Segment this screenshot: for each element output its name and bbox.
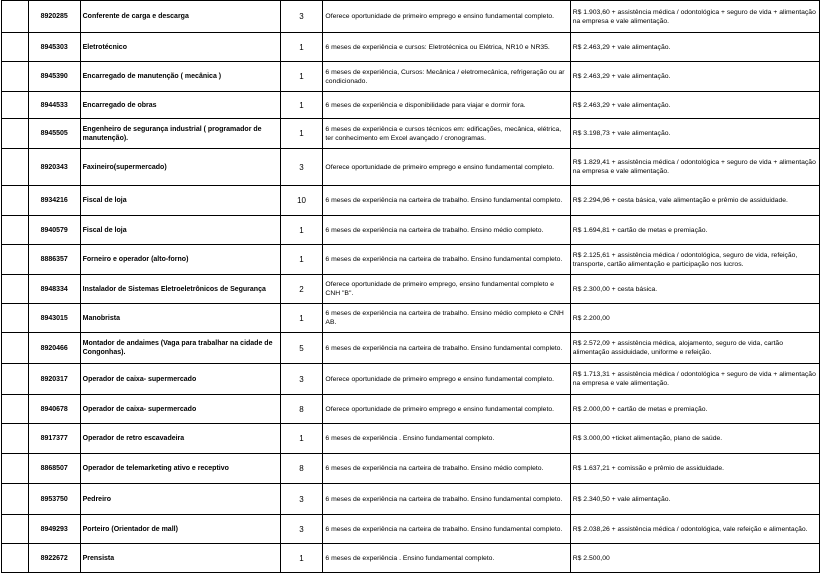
- job-code: 8944533: [28, 92, 80, 119]
- job-code: 8920317: [28, 364, 80, 395]
- table-row: [2, 454, 820, 484]
- job-requirements: 6 meses de experiência na carteira de trabalho. Ensino médio completo.: [323, 454, 570, 484]
- job-quantity: 1: [280, 33, 323, 62]
- job-code: 8945390: [28, 62, 80, 92]
- blank-cell: [2, 544, 29, 573]
- blank-cell: [2, 186, 29, 216]
- job-quantity: 1: [280, 62, 323, 92]
- job-quantity: 5: [280, 333, 323, 364]
- blank-cell: [2, 424, 29, 454]
- table-row: [2, 186, 820, 216]
- job-title: Encarregado de manutenção ( mecânica ): [80, 62, 280, 92]
- job-title: Instalador de Sistemas Eletroeletrônicos de Segurança: [80, 275, 280, 304]
- table-row: [2, 149, 820, 186]
- blank-cell: [2, 454, 29, 484]
- job-quantity: 1: [280, 92, 323, 119]
- blank-cell: [2, 364, 29, 395]
- job-salary: R$ 2.572,09 + assistência médica, alojamento, seguro de vida, cartão alimentação assiduidade, uniforme e refeição.: [570, 333, 819, 364]
- job-title: Montador de andaimes (Vaga para trabalhar na cidade de Congonhas).: [80, 333, 280, 364]
- job-code: 8920343: [28, 149, 80, 186]
- job-requirements: 6 meses de experiência na carteira de trabalho. Ensino fundamental completo.: [323, 333, 570, 364]
- job-title: Operador de telemarketing ativo e receptivo: [80, 454, 280, 484]
- blank-cell: [2, 484, 29, 515]
- job-quantity: 8: [280, 454, 323, 484]
- blank-cell: [2, 275, 29, 304]
- job-requirements: 6 meses de experiência na carteira de trabalho. Ensino médio completo.: [323, 216, 570, 245]
- table-row: [2, 92, 820, 119]
- blank-cell: [2, 149, 29, 186]
- job-salary: R$ 2.340,50 + vale alimentação.: [570, 484, 819, 515]
- job-quantity: 1: [280, 119, 323, 149]
- job-listings-body: [2, 1, 820, 573]
- job-quantity: 1: [280, 424, 323, 454]
- job-requirements: Oferece oportunidade de primeiro emprego, ensino fundamental completo e CNH "B".: [323, 275, 570, 304]
- job-quantity: 2: [280, 275, 323, 304]
- job-requirements: Oferece oportunidade de primeiro emprego e ensino fundamental completo.: [323, 1, 570, 33]
- job-title: Fiscal de loja: [80, 216, 280, 245]
- job-salary: R$ 2.463,29 + vale alimentação.: [570, 33, 819, 62]
- job-quantity: 3: [280, 515, 323, 544]
- blank-cell: [2, 245, 29, 275]
- job-title: Faxineiro(supermercado): [80, 149, 280, 186]
- blank-cell: [2, 515, 29, 544]
- blank-cell: [2, 119, 29, 149]
- table-row: [2, 275, 820, 304]
- job-quantity: 10: [280, 186, 323, 216]
- table-row: [2, 424, 820, 454]
- job-title: Manobrista: [80, 304, 280, 333]
- job-code: 8943015: [28, 304, 80, 333]
- table-row: [2, 364, 820, 395]
- job-code: 8934216: [28, 186, 80, 216]
- job-listings-table: [1, 0, 820, 573]
- job-quantity: 3: [280, 149, 323, 186]
- job-salary: R$ 1.903,60 + assistência médica / odontológica + seguro de vida + alimentação na empresa e vale alimentação.: [570, 1, 819, 33]
- table-row: [2, 515, 820, 544]
- job-requirements: 6 meses de experiência na carteira de trabalho. Ensino fundamental completo.: [323, 186, 570, 216]
- job-code: 8948334: [28, 275, 80, 304]
- blank-cell: [2, 92, 29, 119]
- job-requirements: Oferece oportunidade de primeiro emprego e ensino fundamental completo.: [323, 395, 570, 424]
- job-salary: R$ 2.500,00: [570, 544, 819, 573]
- job-title: Operador de caixa- supermercado: [80, 364, 280, 395]
- job-title: Engenheiro de segurança industrial ( programador de manutenção).: [80, 119, 280, 149]
- blank-cell: [2, 216, 29, 245]
- table-row: [2, 216, 820, 245]
- table-row: [2, 395, 820, 424]
- job-code: 8920285: [28, 1, 80, 33]
- job-salary: R$ 1.694,81 + cartão de metas e premiação.: [570, 216, 819, 245]
- table-row: [2, 1, 820, 33]
- job-salary: R$ 1.637,21 + comissão e prêmio de assiduidade.: [570, 454, 819, 484]
- table-row: [2, 304, 820, 333]
- job-requirements: 6 meses de experiência . Ensino fundamental completo.: [323, 424, 570, 454]
- job-title: Encarregado de obras: [80, 92, 280, 119]
- job-quantity: 3: [280, 1, 323, 33]
- job-requirements: 6 meses de experiência . Ensino fundamental completo.: [323, 544, 570, 573]
- blank-cell: [2, 62, 29, 92]
- job-salary: R$ 2.000,00 + cartão de metas e premiação.: [570, 395, 819, 424]
- job-code: 8940579: [28, 216, 80, 245]
- job-quantity: 1: [280, 216, 323, 245]
- job-requirements: 6 meses de experiência e cursos: Eletrotécnica ou Elétrica, NR10 e NR35.: [323, 33, 570, 62]
- job-requirements: Oferece oportunidade de primeiro emprego e ensino fundamental completo.: [323, 364, 570, 395]
- table-row: [2, 62, 820, 92]
- job-salary: R$ 3.000,00 +ticket alimentação, plano de saúde.: [570, 424, 819, 454]
- table-row: [2, 484, 820, 515]
- job-salary: R$ 2.200,00: [570, 304, 819, 333]
- job-code: 8917377: [28, 424, 80, 454]
- job-requirements: 6 meses de experiência na carteira de trabalho. Ensino médio completo e CNH AB.: [323, 304, 570, 333]
- job-requirements: 6 meses de experiência na carteira de trabalho. Ensino fundamental completo.: [323, 515, 570, 544]
- job-requirements: 6 meses de experiência na carteira de trabalho. Ensino fundamental completo.: [323, 245, 570, 275]
- job-quantity: 1: [280, 304, 323, 333]
- table-row: [2, 33, 820, 62]
- job-requirements: 6 meses de experiência e disponibilidade para viajar e dormir fora.: [323, 92, 570, 119]
- job-salary: R$ 1.713,31 + assistência médica / odontológica + seguro de vida + alimentação na empresa e vale alimentação.: [570, 364, 819, 395]
- job-title: Prensista: [80, 544, 280, 573]
- job-title: Operador de retro escavadeira: [80, 424, 280, 454]
- job-title: Pedreiro: [80, 484, 280, 515]
- job-quantity: 1: [280, 245, 323, 275]
- job-requirements: Oferece oportunidade de primeiro emprego e ensino fundamental completo.: [323, 149, 570, 186]
- table-row: [2, 544, 820, 573]
- job-quantity: 8: [280, 395, 323, 424]
- job-code: 8945505: [28, 119, 80, 149]
- blank-cell: [2, 333, 29, 364]
- job-title: Porteiro (Orientador de mall): [80, 515, 280, 544]
- job-title: Fiscal de loja: [80, 186, 280, 216]
- job-salary: R$ 1.829,41 + assistência médica / odontológica + seguro de vida + alimentação na empresa e vale alimentação.: [570, 149, 819, 186]
- job-quantity: 1: [280, 544, 323, 573]
- blank-cell: [2, 33, 29, 62]
- job-code: 8922672: [28, 544, 80, 573]
- job-code: 8953750: [28, 484, 80, 515]
- blank-cell: [2, 395, 29, 424]
- job-code: 8949293: [28, 515, 80, 544]
- job-title: Forneiro e operador (alto-forno): [80, 245, 280, 275]
- table-row: [2, 119, 820, 149]
- job-code: 8920466: [28, 333, 80, 364]
- job-requirements: 6 meses de experiência na carteira de trabalho. Ensino fundamental completo.: [323, 484, 570, 515]
- table-row: [2, 333, 820, 364]
- job-salary: R$ 2.463,29 + vale alimentação.: [570, 62, 819, 92]
- blank-cell: [2, 1, 29, 33]
- job-quantity: 3: [280, 484, 323, 515]
- job-salary: R$ 2.038,26 + assistência médica / odontológica, vale refeição e alimentação.: [570, 515, 819, 544]
- job-salary: R$ 2.125,61 + assistência médica / odontológica, seguro de vida, refeição, transporte, cartão alimentação e participação nos lucros.: [570, 245, 819, 275]
- job-salary: R$ 3.198,73 + vale alimentação.: [570, 119, 819, 149]
- job-code: 8945303: [28, 33, 80, 62]
- job-salary: R$ 2.463,29 + vale alimentação.: [570, 92, 819, 119]
- job-quantity: 3: [280, 364, 323, 395]
- job-title: Conferente de carga e descarga: [80, 1, 280, 33]
- blank-cell: [2, 304, 29, 333]
- job-code: 8868507: [28, 454, 80, 484]
- table-row: [2, 245, 820, 275]
- job-title: Operador de caixa- supermercado: [80, 395, 280, 424]
- job-code: 8886357: [28, 245, 80, 275]
- job-requirements: 6 meses de experiência e cursos técnicos em: edificações, mecânica, elétrica, ter conhecimento em Excel avançado / cronogramas.: [323, 119, 570, 149]
- job-requirements: 6 meses de experiência, Cursos: Mecânica / eletromecânica, refrigeração ou ar condicionado.: [323, 62, 570, 92]
- job-salary: R$ 2.300,00 + cesta básica.: [570, 275, 819, 304]
- job-salary: R$ 2.294,96 + cesta básica, vale alimentação e prêmio de assiduidade.: [570, 186, 819, 216]
- job-code: 8940678: [28, 395, 80, 424]
- job-title: Eletrotécnico: [80, 33, 280, 62]
